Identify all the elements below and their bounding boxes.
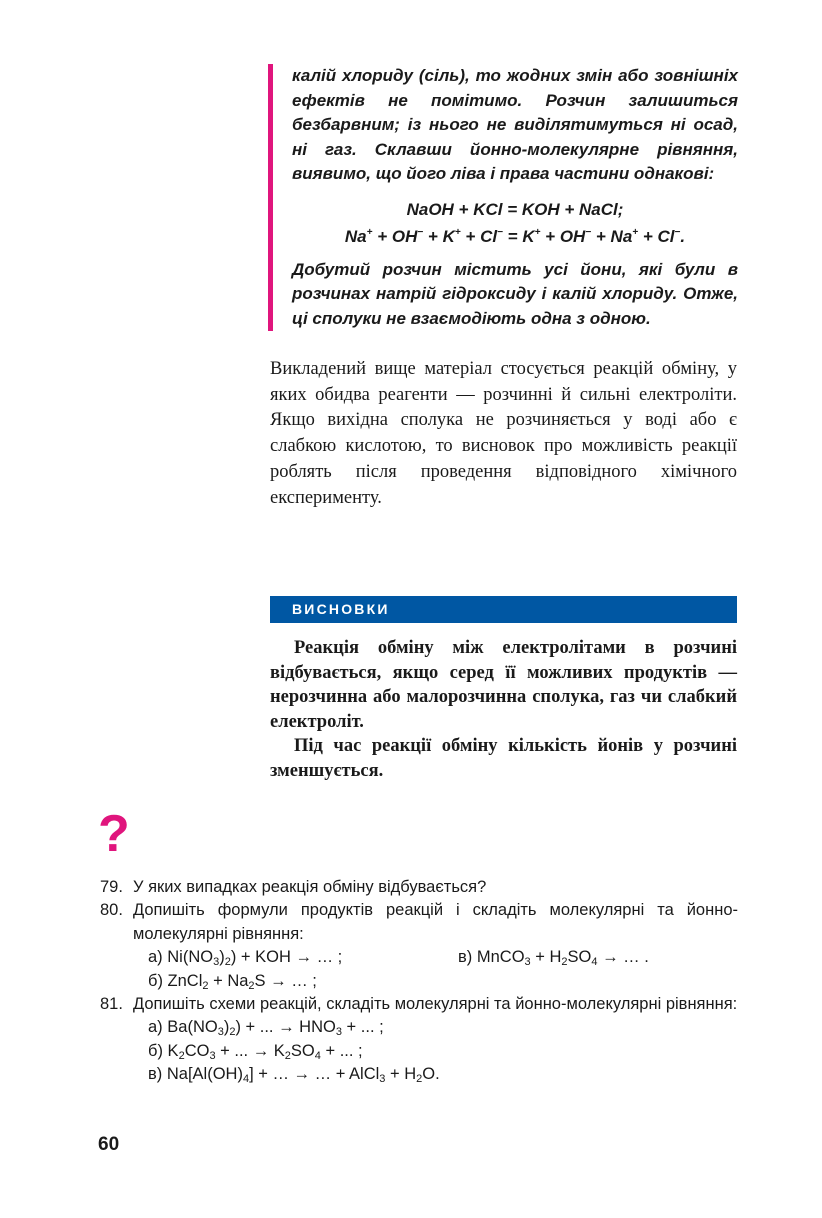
question-80-item-a: а) $Ni(NO_3)_2$) + KOH → … ; — [148, 948, 343, 969]
note-paragraph-2: Добутий розчин містить усі йони, які були в розчинах натрій гідроксиду і калій хлориду. Отже, ці сполуки не взаємодіють одна з одною. — [292, 259, 738, 328]
question-number: 80. — [100, 901, 123, 920]
question-number: 79. — [100, 878, 123, 896]
question-number: 81. — [100, 995, 123, 1014]
question-81-item-v: в) $Na[Al(OH)_4]$ + … → … + AlCl$_3$ + $H_2O$. — [148, 1065, 440, 1086]
question-80 — [100, 899, 738, 993]
note-paragraph-1: калій хлориду (сіль), то жодних змін або зовнішніх ефектів не помітимо. Розчин залишиться безбарвним; із нього не виділятимуться ні осад, ні газ. Склавши йонно-молекулярне рівняння, виявимо, що його ліва і права частини однакові: — [292, 66, 738, 183]
conclusions-header: ВИСНОВКИ — [270, 596, 737, 623]
question-80-items-row — [133, 946, 738, 969]
question-79 — [100, 876, 738, 899]
question-81-item-b: б) $K_2CO_3$ + ... → $K_2SO_4$ + ... ; — [148, 1041, 363, 1062]
question-80-item-v: в) MnCO$_3$ + $H_2SO_4$ → … . — [458, 948, 649, 969]
page-number: 60 — [98, 1134, 120, 1155]
question-text: У яких випадках реакція обміну відбувається? — [133, 878, 487, 896]
question-80-item-b: б) ZnCl$_2$ + $Na_2S$ → … ; — [148, 971, 317, 992]
question-text: Допишіть схеми реакцій, складіть молекулярні та йонно-молекулярні рівняння: — [133, 995, 738, 1014]
question-mark-icon: ? — [98, 805, 130, 863]
question-81 — [100, 993, 738, 1087]
example-note — [268, 64, 738, 331]
main-paragraph: Викладений вище матеріал стосується реакцій обміну, у яких обидва реагенти — розчинні й сильні електроліти. Якщо вихідна сполука не розчиняється у воді або є слабкою кислотою, то висновок про можливість реакції роблять після проведення відповідного хімічного експерименту. — [270, 359, 737, 508]
conclusion-paragraph-1: Реакція обміну між електролітами в розчині відбувається, якщо серед її можливих продуктів — нерозчинна або малорозчинна сполука, газ чи слабкий електроліт. — [270, 638, 737, 732]
ionic-equation: Na+ + OH− + K+ + Cl− = K+ + OH− + Na+ + Cl−. — [344, 226, 686, 246]
conclusion-paragraph-2: Під час реакції обміну кількість йонів у розчині зменшується. — [270, 736, 737, 781]
question-text: Допишіть формули продуктів реакцій і складіть молекулярні та йонно-молекулярні рівняння: — [133, 901, 738, 943]
question-81-item-a: а) $Ba(NO_3)_2$) + ... → $HNO_3$ + ... ; — [148, 1018, 384, 1039]
questions-list — [100, 876, 738, 1087]
conclusions-body — [270, 636, 737, 783]
molecular-equation: NaOH + KCl = KOH + NaCl; — [406, 199, 624, 219]
